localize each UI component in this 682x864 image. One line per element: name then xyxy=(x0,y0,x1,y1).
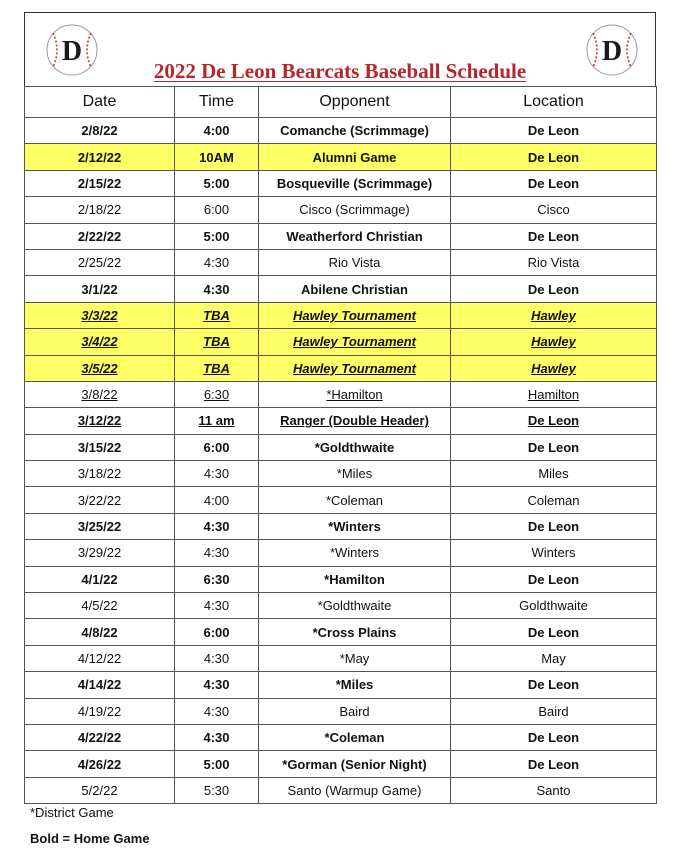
cell-opponent: *May xyxy=(259,645,451,671)
table-row xyxy=(25,302,657,328)
cell-location: De Leon xyxy=(451,170,657,196)
column-header-opponent: Opponent xyxy=(259,87,451,118)
cell-time: 11 am xyxy=(175,408,259,434)
cell-location: De Leon xyxy=(451,751,657,777)
cell-time: 4:30 xyxy=(175,513,259,539)
cell-location: Hawley xyxy=(451,329,657,355)
cell-opponent: Hawley Tournament xyxy=(259,329,451,355)
cell-location: Cisco xyxy=(451,197,657,223)
cell-location: De Leon xyxy=(451,513,657,539)
cell-opponent: *Hamilton xyxy=(259,381,451,407)
table-row xyxy=(25,513,657,539)
cell-location: Hawley xyxy=(451,302,657,328)
cell-opponent: *Miles xyxy=(259,672,451,698)
cell-location: Winters xyxy=(451,540,657,566)
cell-time: 4:30 xyxy=(175,724,259,750)
cell-date: 4/19/22 xyxy=(25,698,175,724)
cell-date: 2/22/22 xyxy=(25,223,175,249)
cell-date: 4/22/22 xyxy=(25,724,175,750)
schedule-sheet xyxy=(24,12,656,804)
cell-date: 3/12/22 xyxy=(25,408,175,434)
page-title: 2022 De Leon Bearcats Baseball Schedule xyxy=(153,59,527,83)
cell-location: De Leon xyxy=(451,118,657,144)
cell-time: 4:30 xyxy=(175,698,259,724)
cell-date: 3/3/22 xyxy=(25,302,175,328)
table-row xyxy=(25,645,657,671)
table-row xyxy=(25,698,657,724)
cell-date: 4/8/22 xyxy=(25,619,175,645)
cell-time: 10AM xyxy=(175,144,259,170)
cell-date: 3/5/22 xyxy=(25,355,175,381)
cell-location: De Leon xyxy=(451,566,657,592)
cell-date: 4/5/22 xyxy=(25,593,175,619)
cell-time: TBA xyxy=(175,302,259,328)
cell-opponent: Santo (Warmup Game) xyxy=(259,777,451,803)
cell-location: Goldthwaite xyxy=(451,593,657,619)
cell-time: TBA xyxy=(175,329,259,355)
column-header-date: Date xyxy=(25,87,175,118)
cell-location: Hawley xyxy=(451,355,657,381)
cell-time: 6:30 xyxy=(175,381,259,407)
cell-opponent: *Coleman xyxy=(259,487,451,513)
logo-letter-left: D xyxy=(61,36,83,67)
cell-opponent: Baird xyxy=(259,698,451,724)
cell-location: De Leon xyxy=(451,144,657,170)
baseball-logo-right xyxy=(585,23,639,77)
table-row xyxy=(25,276,657,302)
table-row xyxy=(25,487,657,513)
cell-date: 4/12/22 xyxy=(25,645,175,671)
cell-time: 6:00 xyxy=(175,197,259,223)
cell-time: 4:00 xyxy=(175,118,259,144)
cell-location: De Leon xyxy=(451,408,657,434)
cell-opponent: Bosqueville (Scrimmage) xyxy=(259,170,451,196)
cell-time: TBA xyxy=(175,355,259,381)
table-row xyxy=(25,170,657,196)
cell-location: De Leon xyxy=(451,223,657,249)
cell-location: May xyxy=(451,645,657,671)
cell-date: 2/25/22 xyxy=(25,249,175,275)
cell-date: 2/12/22 xyxy=(25,144,175,170)
cell-time: 4:30 xyxy=(175,276,259,302)
cell-location: De Leon xyxy=(451,434,657,460)
cell-time: 5:00 xyxy=(175,751,259,777)
table-row xyxy=(25,724,657,750)
cell-time: 4:30 xyxy=(175,672,259,698)
cell-opponent: Weatherford Christian xyxy=(259,223,451,249)
cell-date: 2/15/22 xyxy=(25,170,175,196)
cell-opponent: Abilene Christian xyxy=(259,276,451,302)
cell-date: 3/4/22 xyxy=(25,329,175,355)
cell-time: 5:00 xyxy=(175,223,259,249)
cell-date: 4/1/22 xyxy=(25,566,175,592)
logo-letter-right: D xyxy=(601,36,623,67)
cell-time: 4:00 xyxy=(175,487,259,513)
cell-time: 4:30 xyxy=(175,593,259,619)
cell-date: 3/15/22 xyxy=(25,434,175,460)
cell-location: De Leon xyxy=(451,276,657,302)
schedule-header xyxy=(24,12,656,86)
table-row xyxy=(25,540,657,566)
table-row xyxy=(25,144,657,170)
table-row xyxy=(25,408,657,434)
cell-time: 5:00 xyxy=(175,170,259,196)
cell-time: 4:30 xyxy=(175,249,259,275)
cell-location: Hamilton xyxy=(451,381,657,407)
cell-opponent: *Cross Plains xyxy=(259,619,451,645)
cell-location: Miles xyxy=(451,461,657,487)
cell-location: Coleman xyxy=(451,487,657,513)
cell-location: Baird xyxy=(451,698,657,724)
table-row xyxy=(25,381,657,407)
schedule-table xyxy=(24,86,657,804)
cell-location: De Leon xyxy=(451,619,657,645)
cell-time: 4:30 xyxy=(175,461,259,487)
table-row xyxy=(25,197,657,223)
table-row xyxy=(25,566,657,592)
cell-time: 6:00 xyxy=(175,434,259,460)
column-header-location: Location xyxy=(451,87,657,118)
cell-date: 3/25/22 xyxy=(25,513,175,539)
cell-location: De Leon xyxy=(451,672,657,698)
table-row xyxy=(25,672,657,698)
cell-time: 6:30 xyxy=(175,566,259,592)
cell-time: 4:30 xyxy=(175,645,259,671)
cell-date: 3/29/22 xyxy=(25,540,175,566)
cell-opponent: *Coleman xyxy=(259,724,451,750)
table-row xyxy=(25,461,657,487)
footnote-bold: Bold = Home Game xyxy=(30,831,150,846)
cell-location: De Leon xyxy=(451,724,657,750)
cell-date: 4/14/22 xyxy=(25,672,175,698)
cell-date: 3/18/22 xyxy=(25,461,175,487)
cell-opponent: Alumni Game xyxy=(259,144,451,170)
column-header-time: Time xyxy=(175,87,259,118)
table-row xyxy=(25,118,657,144)
cell-opponent: *Gorman (Senior Night) xyxy=(259,751,451,777)
cell-opponent: *Miles xyxy=(259,461,451,487)
table-row xyxy=(25,434,657,460)
cell-date: 4/26/22 xyxy=(25,751,175,777)
table-row xyxy=(25,619,657,645)
cell-opponent: Comanche (Scrimmage) xyxy=(259,118,451,144)
footnote-district: *District Game xyxy=(30,805,114,820)
cell-opponent: Hawley Tournament xyxy=(259,355,451,381)
cell-date: 3/1/22 xyxy=(25,276,175,302)
cell-opponent: Ranger (Double Header) xyxy=(259,408,451,434)
cell-opponent: Rio Vista xyxy=(259,249,451,275)
cell-time: 6:00 xyxy=(175,619,259,645)
cell-date: 2/18/22 xyxy=(25,197,175,223)
table-row xyxy=(25,751,657,777)
cell-opponent: *Goldthwaite xyxy=(259,434,451,460)
cell-opponent: *Winters xyxy=(259,513,451,539)
cell-opponent: *Winters xyxy=(259,540,451,566)
cell-date: 3/8/22 xyxy=(25,381,175,407)
cell-date: 2/8/22 xyxy=(25,118,175,144)
cell-location: Santo xyxy=(451,777,657,803)
table-row xyxy=(25,593,657,619)
table-row xyxy=(25,329,657,355)
cell-date: 5/2/22 xyxy=(25,777,175,803)
cell-time: 5:30 xyxy=(175,777,259,803)
schedule-rows xyxy=(25,118,657,804)
cell-opponent: Cisco (Scrimmage) xyxy=(259,197,451,223)
cell-opponent: *Goldthwaite xyxy=(259,593,451,619)
cell-time: 4:30 xyxy=(175,540,259,566)
cell-opponent: *Hamilton xyxy=(259,566,451,592)
cell-location: Rio Vista xyxy=(451,249,657,275)
table-row xyxy=(25,223,657,249)
table-header-row xyxy=(25,87,657,118)
cell-date: 3/22/22 xyxy=(25,487,175,513)
table-row xyxy=(25,355,657,381)
table-row xyxy=(25,777,657,803)
cell-opponent: Hawley Tournament xyxy=(259,302,451,328)
table-row xyxy=(25,249,657,275)
